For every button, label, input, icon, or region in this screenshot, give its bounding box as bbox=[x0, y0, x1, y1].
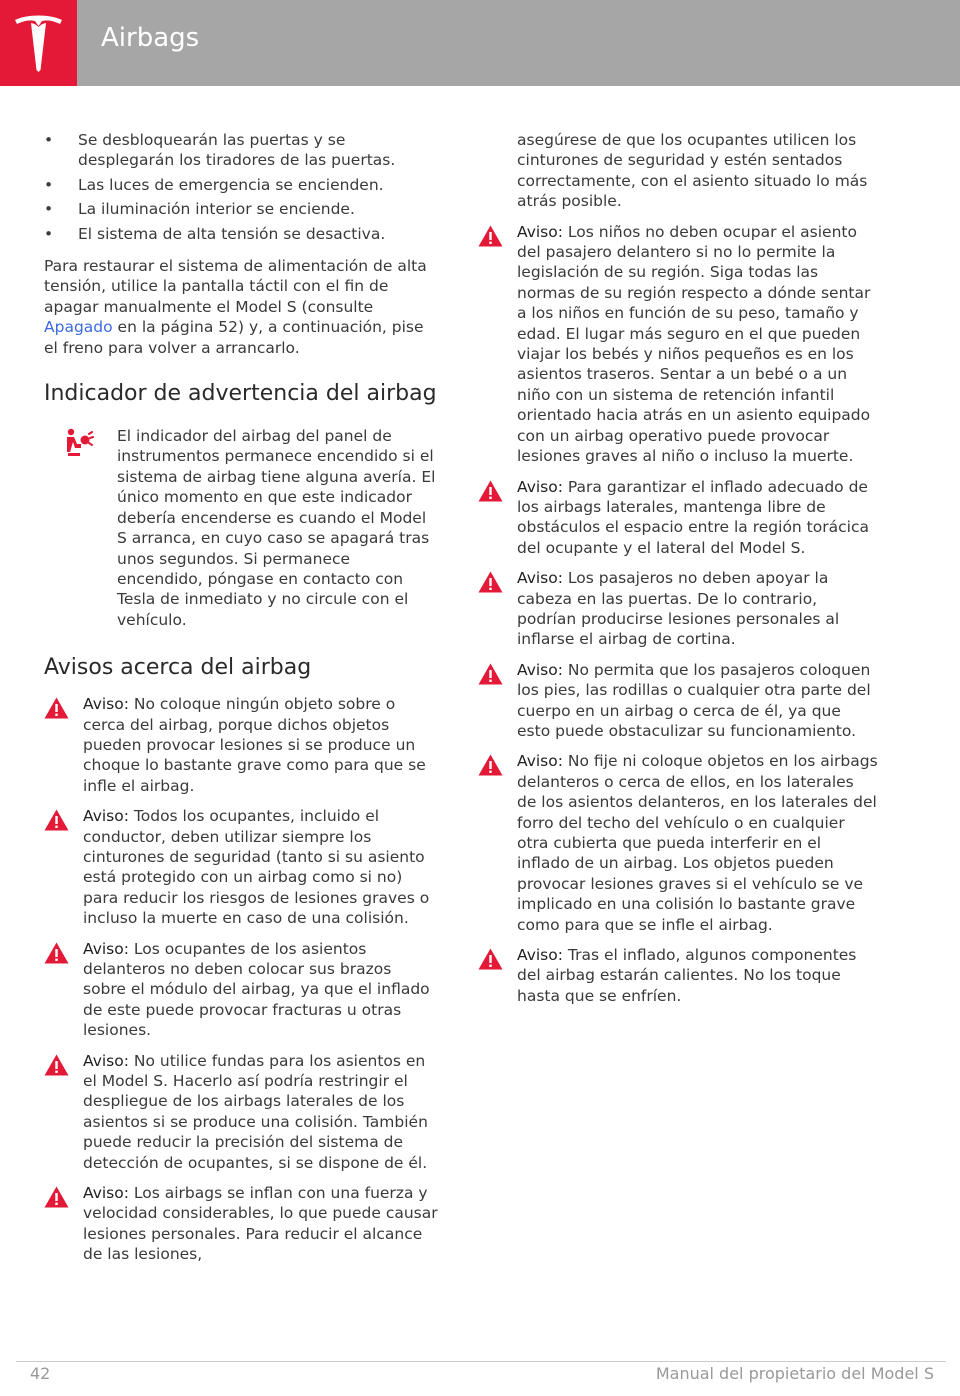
warning-triangle-icon bbox=[478, 754, 503, 776]
warning-item: Aviso: No permita que los pasajeros coloquen los pies, las rodillas o cualquier otra parte del cuerpo en un airbag o cerca de él, ya que esto puede obstaculizar su funcionamiento. bbox=[478, 660, 878, 742]
restore-paragraph: Para restaurar el sistema de alimentación de alta tensión, utilice la pantalla táctil con el fin de apagar manualmente el Model S (consulte Apagado en la página 52) y, a continuación, pise el freno para volver a arrancarlo. bbox=[44, 257, 427, 357]
warnings-heading: Avisos acerca del airbag bbox=[44, 655, 312, 681]
warning-item: Aviso: Los ocupantes de los asientos delanteros no deben colocar sus brazos sobre el módulo del airbag, ya que el inflado de este puede provocar fracturas u otras lesiones. bbox=[44, 939, 439, 1041]
right-column bbox=[478, 130, 878, 1006]
page-number: 42 bbox=[30, 1364, 51, 1383]
warning-item: Aviso: No fije ni coloque objetos en los airbags delanteros o cerca de ellos, en los laterales de los asientos delanteros, en los laterales del forro del techo del vehículo o en cualquier otra cubierta que pueda interferir en el inflado de un airbag. Los objetos pueden provocar lesiones graves si el vehículo se ve implicado en una colisión lo bastante grave como para que se infle el airbag. bbox=[478, 751, 878, 935]
warning-item: Aviso: Para garantizar el inflado adecuado de los airbags laterales, mantenga libre de obstáculos el espacio entre la región torácica del ocupante y el lateral del Model S. bbox=[478, 477, 878, 559]
list-item: • La iluminación interior se enciende. bbox=[44, 200, 355, 219]
indicator-block bbox=[44, 426, 439, 630]
warning-triangle-icon bbox=[478, 571, 503, 593]
footer-divider bbox=[16, 1361, 946, 1362]
warning-item: Aviso: Los airbags se inflan con una fuerza y velocidad considerables, lo que puede causar lesiones personales. Para reducir el alcance de las lesiones, bbox=[44, 1183, 439, 1265]
left-column bbox=[44, 130, 439, 1265]
indicator-text: El indicador del airbag del panel de instrumentos permanece encendido si el sistema de airbag tiene alguna avería. El único momento en que este indicador debería encenderse es cuando el Model S arranca, en cuyo caso se apagará tras unos segundos. Si permanece encendido, póngase en contacto con Tesla de inmediato y no circule con el vehículo. bbox=[117, 427, 436, 629]
warning-item: Aviso: Los pasajeros no deben apoyar la cabeza en las puertas. De lo contrario, podrían producirse lesiones personales al inflarse el airbag de cortina. bbox=[478, 568, 878, 650]
warning-item: Aviso: No utilice fundas para los asientos en el Model S. Hacerlo así podría restringir el despliegue de los airbags laterales de los asientos si se produce una colisión. También puede reducir la precisión del sistema de detección de ocupantes, si se dispone de él. bbox=[44, 1051, 439, 1173]
page-header bbox=[0, 0, 960, 86]
warning-item: Aviso: Todos los ocupantes, incluido el conductor, deben utilizar siempre los cinturones de seguridad (tanto si su asiento está protegido con un airbag como si no) para reducir los riesgos de lesiones graves o incluso la muerte en caso de una colisión. bbox=[44, 806, 439, 928]
list-item: • Se desbloquearán las puertas y se desplegarán los tiradores de las puertas. bbox=[44, 131, 396, 170]
bullet-icon: • bbox=[44, 224, 54, 243]
warning-triangle-icon bbox=[478, 225, 503, 247]
bullet-icon: • bbox=[44, 200, 54, 219]
warning-item: Aviso: Tras el inflado, algunos componentes del airbag estarán calientes. No los toque hasta que se enfríen. bbox=[478, 945, 878, 1006]
bullet-icon: • bbox=[44, 175, 54, 194]
warning-triangle-icon bbox=[44, 809, 69, 831]
bullet-icon: • bbox=[44, 131, 54, 149]
warning-triangle-icon bbox=[44, 942, 69, 964]
list-item: • El sistema de alta tensión se desactiva. bbox=[44, 224, 386, 243]
continuation-text: asegúrese de que los ocupantes utilicen los cinturones de seguridad y estén sentados correctamente, con el asiento situado lo más atrás posible. bbox=[517, 131, 868, 211]
page-title: Airbags bbox=[101, 23, 200, 53]
status-bullet-list bbox=[44, 130, 439, 244]
airbag-warning-icon bbox=[64, 428, 94, 458]
warning-item: Aviso: Los niños no deben ocupar el asiento del pasajero delantero si no lo permite la legislación de su región. Siga todas las normas de su región respecto a dónde sentar a los niños en función de su peso, tamaño y edad. El lugar más seguro en el que pueden viajar los bebés y niños pequeños es en los asientos traseros. Sentar a un bebé o a un niño con un sistema de retención infantil orientado hacia atrás en un asiento equipado con un airbag operativo puede provocar lesiones graves al niño o incluso la muerte. bbox=[478, 222, 878, 467]
warning-triangle-icon bbox=[478, 663, 503, 685]
warning-triangle-icon bbox=[478, 948, 503, 970]
manual-title: Manual del propietario del Model S bbox=[655, 1364, 934, 1383]
apagado-link[interactable]: Apagado bbox=[44, 318, 113, 337]
warning-triangle-icon bbox=[44, 697, 69, 719]
list-item: • Las luces de emergencia se encienden. bbox=[44, 175, 384, 194]
tesla-logo-icon bbox=[13, 14, 64, 72]
warning-item: Aviso: No coloque ningún objeto sobre o cerca del airbag, porque dichos objetos pueden provocar lesiones si se produce un choque lo bastante grave como para que se infle el airbag. bbox=[44, 694, 439, 796]
indicator-heading: Indicador de advertencia del airbag bbox=[44, 381, 437, 407]
warning-triangle-icon bbox=[44, 1186, 69, 1208]
warning-triangle-icon bbox=[44, 1054, 69, 1076]
brand-logo-box bbox=[0, 0, 77, 86]
warning-triangle-icon bbox=[478, 480, 503, 502]
